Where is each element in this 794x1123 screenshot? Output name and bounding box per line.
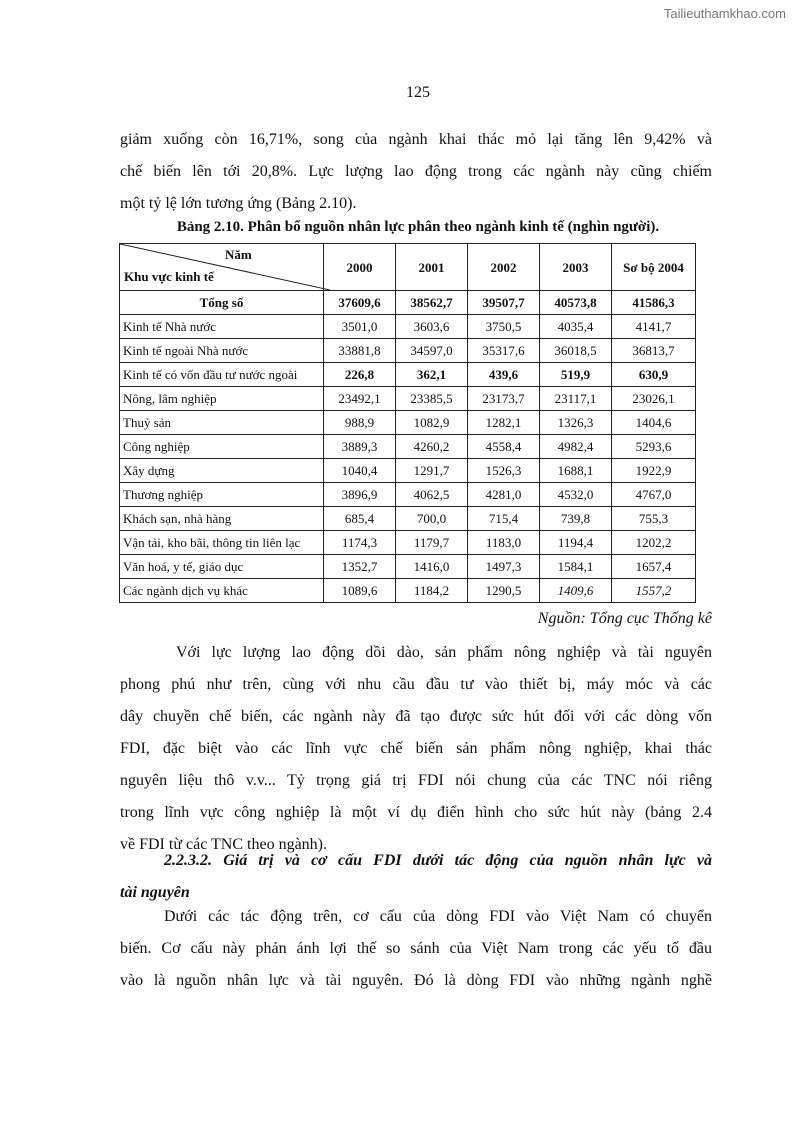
year-header: 2003: [540, 244, 612, 291]
cell: 1183,0: [468, 531, 540, 555]
table-row: [120, 507, 696, 531]
cell: 4035,4: [540, 315, 612, 339]
cell: 40573,8: [540, 291, 612, 315]
row-label: Kinh tế Nhà nước: [120, 315, 324, 339]
table-row: [120, 435, 696, 459]
cell: 36813,7: [612, 339, 696, 363]
cell: 1557,2: [612, 579, 696, 603]
cell: 1326,3: [540, 411, 612, 435]
paragraph-1: [120, 124, 712, 220]
cell: 439,6: [468, 363, 540, 387]
cell: 1657,4: [612, 555, 696, 579]
cell: 37609,6: [324, 291, 396, 315]
table-row-total: [120, 291, 696, 315]
cell: 739,8: [540, 507, 612, 531]
cell: 5293,6: [612, 435, 696, 459]
cell: 1184,2: [396, 579, 468, 603]
table-row: [120, 315, 696, 339]
heading-line: 2.2.3.2. Giá trị và cơ cấu FDI dưới tác động của nguồn nhân lực và: [164, 852, 712, 869]
cell: 685,4: [324, 507, 396, 531]
row-label: Kinh tế có vốn đầu tư nước ngoài: [120, 363, 324, 387]
cell: 1282,1: [468, 411, 540, 435]
row-label: Tổng số: [120, 291, 324, 315]
cell: 362,1: [396, 363, 468, 387]
cell: 23173,7: [468, 387, 540, 411]
paragraph-2: [120, 637, 712, 861]
header-sector-label: Khu vực kinh tế: [124, 269, 214, 284]
cell: 1202,2: [612, 531, 696, 555]
heading-line: tài nguyên: [120, 884, 190, 901]
cell: 1404,6: [612, 411, 696, 435]
row-label: Văn hoá, y tế, giáo dục: [120, 555, 324, 579]
cell: 23117,1: [540, 387, 612, 411]
paragraph-line: chế biến lên tới 20,8%. Lực lượng lao động trong các ngành này cũng chiếm: [120, 163, 712, 180]
year-header: Sơ bộ 2004: [612, 244, 696, 291]
paragraph-line: Dưới các tác động trên, cơ cấu của dòng FDI vào Việt Nam có chuyển: [164, 908, 712, 925]
row-label: Kinh tế ngoài Nhà nước: [120, 339, 324, 363]
table-row: [120, 579, 696, 603]
cell: 1179,7: [396, 531, 468, 555]
paragraph-line: biến. Cơ cấu này phản ánh lợi thế so sánh của Việt Nam trong các yếu tố đầu: [120, 940, 712, 957]
cell: 700,0: [396, 507, 468, 531]
cell: 715,4: [468, 507, 540, 531]
workforce-table: [119, 243, 696, 603]
cell: 1688,1: [540, 459, 612, 483]
year-header: 2002: [468, 244, 540, 291]
row-label: Xây dựng: [120, 459, 324, 483]
cell: 23492,1: [324, 387, 396, 411]
paragraph-line: dây chuyền chế biến, các ngành này đã tạo được sức hút đối với các dòng vốn: [120, 708, 712, 725]
cell: 4558,4: [468, 435, 540, 459]
cell: 1194,4: [540, 531, 612, 555]
paragraph-line: giảm xuống còn 16,71%, song của ngành khai thác mỏ lại tăng lên 9,42% và: [120, 131, 712, 148]
section-heading: [120, 845, 712, 909]
table-corner-header: [120, 244, 324, 291]
cell: 4532,0: [540, 483, 612, 507]
cell: 1040,4: [324, 459, 396, 483]
cell: 988,9: [324, 411, 396, 435]
cell: 1082,9: [396, 411, 468, 435]
row-label: Vận tải, kho bãi, thông tin liên lạc: [120, 531, 324, 555]
cell: 1526,3: [468, 459, 540, 483]
cell: 1416,0: [396, 555, 468, 579]
paragraph-line: FDI, đặc biệt vào các lĩnh vực chế biến sản phẩm nông nghiệp, khai thác: [120, 740, 712, 757]
cell: 4982,4: [540, 435, 612, 459]
cell: 4767,0: [612, 483, 696, 507]
paragraph-line: nguyên liệu thô v.v... Tỷ trọng giá trị FDI nói chung của các TNC nói riêng: [120, 772, 712, 789]
cell: 23385,5: [396, 387, 468, 411]
table-row: [120, 363, 696, 387]
page-number: 125: [406, 84, 430, 101]
cell: 1290,5: [468, 579, 540, 603]
row-label: Khách sạn, nhà hàng: [120, 507, 324, 531]
watermark: Tailieuthamkhao.com: [663, 6, 786, 21]
cell: 3501,0: [324, 315, 396, 339]
table-row: [120, 555, 696, 579]
table-caption: Bảng 2.10. Phân bổ nguồn nhân lực phân theo ngành kinh tế (nghìn người).: [176, 219, 660, 235]
cell: 3603,6: [396, 315, 468, 339]
cell: 4260,2: [396, 435, 468, 459]
row-label: Các ngành dịch vụ khác: [120, 579, 324, 603]
cell: 33881,8: [324, 339, 396, 363]
table-row: [120, 411, 696, 435]
row-label: Nông, lâm nghiệp: [120, 387, 324, 411]
paragraph-line: phong phú như trên, cùng với nhu cầu đầu tư vào thiết bị, máy móc và các: [120, 676, 712, 693]
cell: 34597,0: [396, 339, 468, 363]
cell: 35317,6: [468, 339, 540, 363]
paragraph-line: về FDI từ các TNC theo ngành).: [120, 836, 327, 853]
cell: 41586,3: [612, 291, 696, 315]
paragraph-line: trong lĩnh vực công nghiệp là một ví dụ điển hình cho sức hút này (bảng 2.4: [120, 804, 712, 821]
cell: 1497,3: [468, 555, 540, 579]
table-row: [120, 531, 696, 555]
paragraph-line: vào là nguồn nhân lực và tài nguyên. Đó là dòng FDI vào những ngành nghề: [120, 972, 712, 989]
cell: 23026,1: [612, 387, 696, 411]
cell: 1352,7: [324, 555, 396, 579]
cell: 1089,6: [324, 579, 396, 603]
cell: 3896,9: [324, 483, 396, 507]
cell: 4141,7: [612, 315, 696, 339]
cell: 1291,7: [396, 459, 468, 483]
paragraph-3: [120, 901, 712, 997]
paragraph-line: một tỷ lệ lớn tương ứng (Bảng 2.10).: [120, 195, 357, 212]
row-label: Thuỷ sản: [120, 411, 324, 435]
cell: 226,8: [324, 363, 396, 387]
cell: 630,9: [612, 363, 696, 387]
cell: 1584,1: [540, 555, 612, 579]
cell: 3750,5: [468, 315, 540, 339]
table-row: [120, 339, 696, 363]
header-year-label: Năm: [225, 247, 252, 262]
cell: 519,9: [540, 363, 612, 387]
cell: 3889,3: [324, 435, 396, 459]
year-header: 2000: [324, 244, 396, 291]
table-row: [120, 483, 696, 507]
table-row: [120, 459, 696, 483]
table-source: Nguồn: Tổng cục Thống kê: [537, 610, 712, 627]
cell: 1922,9: [612, 459, 696, 483]
paragraph-line: Với lực lượng lao động dồi dào, sản phẩm nông nghiệp và tài nguyên: [176, 644, 712, 661]
year-header: 2001: [396, 244, 468, 291]
cell: 1409,6: [540, 579, 612, 603]
row-label: Công nghiệp: [120, 435, 324, 459]
row-label: Thương nghiệp: [120, 483, 324, 507]
cell: 4281,0: [468, 483, 540, 507]
cell: 1174,3: [324, 531, 396, 555]
cell: 38562,7: [396, 291, 468, 315]
cell: 755,3: [612, 507, 696, 531]
table-header-row: [120, 244, 696, 291]
cell: 39507,7: [468, 291, 540, 315]
table-row: [120, 387, 696, 411]
cell: 4062,5: [396, 483, 468, 507]
cell: 36018,5: [540, 339, 612, 363]
